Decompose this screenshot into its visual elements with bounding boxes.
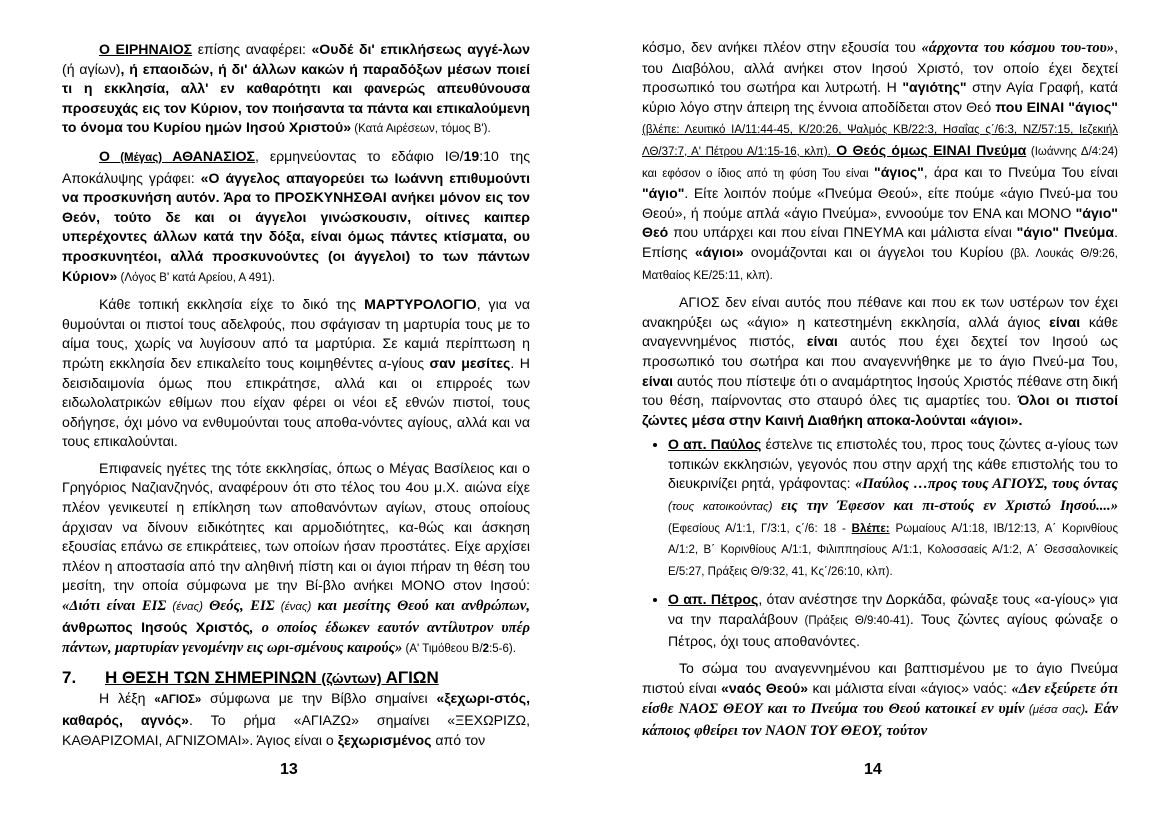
citation: (Πράξεις Θ/9:40-41) [797, 615, 910, 628]
apostles-list [642, 435, 1118, 651]
right-page [584, 0, 1169, 826]
paragraph-irenaeus: Ο ΕΙΡΗΝΑΙΟΣ επίσης αναφέρει: «Ουδέ δι' επικλήσεως αγγέ-λων (ή αγίων), ή επαοιδών, ή δι' άλλων κακών ή παραδόξων μέσων ποιεί τι η εκκλησία, αλλ' εν καθαρότητι και φανερώς απευθύνουσα προσευχάς εις τον Κύριον, τον ποιήσαντα τα πάντα και επικαλούμενη το όνομα του Κυρίου ημών Ιησού Χριστού» (Κατά Αιρέσεων, τόμος Β'). [62, 41, 531, 136]
page-number: 14 [864, 761, 882, 778]
author-name: Ο ΕΙΡΗΝΑΙΟΣ [99, 41, 193, 57]
paragraph-athanasius: Ο (Μέγας) ΑΘΑΝΑΣΙΟΣ, ερμηνεύοντας το εδάφιο ΙΘ/19:10 της Αποκάλυψης γράφει: «Ο άγγελος απαγορεύει τω Ιωάννη επιθυμούντι να προσκυνήση αυτόν. Άρα το ΠΡΟΣΚΥΝΗΣΘΑΙ ανήκει μόνον εις τον Θεόν, τούτο δε και οι άγγελοι γινώσκουσιν, οίτινες καιπερ υπερέχοντες άλλων κατά την δόξα, είναι όμως πάντες κτίσματα, ου προσκυνητέοι, αλλά προσκυνούντες (οι άγγελοι) το των πάντων Κύριον» (Λόγος Β' κατά Αρείου, Α 491). [62, 147, 530, 284]
citation: (βλέπε: Λευιτικό ΙΑ/11:44-45, Κ/20:26, Ψαλμός ΚΒ/22:3, Ησαΐας ς΄/6:3, ΝΖ/57:15, Ιεζεκιήλ ΛΘ/37:7, Α' Πέτρου Α/1:15-16, κλπ). [642, 124, 1118, 158]
citation: (Λόγος Β' κατά Αρείου, Α 491). [117, 271, 275, 284]
list-item-peter: • Ο απ. Πέτρος, όταν ανέστησε την Δορκάδα, φώναξε τους «α-γίους» για να την παραλάβουν (Πράξεις Θ/9:40-41). Τους ζώντες αγίους φώναξε ο Πέτρος, όχι τους αποθανόντες. [668, 590, 1118, 651]
paragraph-holiness: κόσμο, δεν ανήκει πλέον στην εξουσία του «άρχοντα του κόσμου του-του», του Διαβόλου, αλλά ανήκει στον Ιησού Χριστό, τον οποίο έχει δεχτεί προσωπικό του σωτήρα και λυτρωτή. Η "αγιότης" στην Αγία Γραφή, κατά κύριο λόγο στην άπειρη της έννοια αποδίδεται στον Θεό που ΕΙΝΑΙ "άγιος" (βλέπε: Λευιτικό ΙΑ/11:44-45, Κ/20:26, Ψαλμός ΚΒ/22:3, Ησαΐας ς΄/6:3, ΝΖ/57:15, Ιεζεκιήλ ΛΘ/37:7, Α' Πέτρου Α/1:15-16, κλπ). Ο Θεός όμως ΕΙΝΑΙ Πνεύμα (Ιωάννης Δ/4:24) και εφόσον ο ίδιος από τη φύση Του είναι "άγιος", άρα και το Πνεύμα Του είναι "άγιο". Είτε λοιπόν πούμε «Πνεύμα Θεού», είτε πούμε «άγιο Πνεύ-μα του Θεού», ή πούμε απλά «άγιο Πνεύμα», εννοούμε τον ΕΝΑ και ΜΟΝΟ "άγιο" Θεό που υπάρχει και που είναι ΠΝΕΥΜΑ και μάλιστα είναι "άγιο" Πνεύμα. Επίσης «άγιοι» ονομάζονται και οι άγγελοι του Κυρίου (βλ. Λουκάς Θ/9:26, Ματθαίος ΚΕ/25:11, κλπ). [642, 39, 1119, 282]
citation: (Κατά Αιρέσεων, τόμος Β'). [351, 123, 491, 136]
section-number: 7. [62, 667, 77, 687]
paragraph-leaders: Επιφανείς ηγέτες της τότε εκκλησίας, όπως ο Μέγας Βασίλειος και ο Γρηγόριος Ναζιανζηνός, αναφέρουν ότι στο τέλος του 4ου μ.Χ. αιώνα είχε πλέον γενικευτεί η επίκληση των αποθανόντων αγίων, στους οποίους άρχισαν να δίνουν ειδικότητες και αρμοδιότητες, κα-θώς και άσκηση εξουσίας επάνω σε επικράτειες, των οποίων ήσαν προστάτες. Είχε αρχίσει πλέον η αποστασία από την αληθινή πίστη και οι άγιοι πήραν τη θέση του μεσίτη, την οποία σύμφωνα με την Βί-βλο ανήκει ΜΟΝΟ στον Ιησού: «Διότι είναι ΕΙΣ (ένας) Θεός, ΕΙΣ (ένας) και μεσίτης Θεού και ανθρώπων, άνθρωπος Ιησούς Χριστός, ο οποίος έδωκεν εαυτόν αντίλυτρον υπέρ πάντων, μαρτυρίαν γενομένην εις ωρι-σμένους καιρούς» (Α' Τιμόθεου Β/2:5-6). [62, 459, 530, 657]
citation: (βλ. Λουκάς Θ/9:26, Ματθαίος ΚΕ/25:11, κλπ). [642, 247, 1118, 282]
right-page-text [642, 38, 1118, 742]
left-page-text [62, 40, 530, 750]
section-title: Η ΘΕΣΗ ΤΩΝ ΣΗΜΕΡΙΝΩΝ (ζώντων) ΑΓΙΩΝ [105, 667, 439, 687]
author-name: Ο (Μέγας) ΑΘΑΝΑΣΙΟΣ [99, 147, 256, 164]
quote: , ή επαοιδών, ή δι' άλλων κακών ή παραδόξων μέσων ποιεί τι η εκκλησία, αλλ' εν καθαρότητι και φανερώς απευθύνουσα προσευχάς εις τον Κύριον, τον ποιήσαντα τα πάντα και επικαλούμενη το όνομα του Κυρίου ημών Ιησού Χριστού» [62, 60, 530, 136]
left-page [0, 0, 584, 826]
paragraph-who-is-saint: ΑΓΙΟΣ δεν είναι αυτός που πέθανε και που εκ των υστέρων τον έχει ανακηρύξει ως «άγιο» η κατεστημένη εκκλησία, αλλά άγιος είναι κάθε αναγεννημένος πιστός, είναι αυτός που έχει δεχτεί τον Ιησού ως προσωπικό του σωτήρα και που αναγεννήθηκε με το άγιο Πνεύ-μα Του, είναι αυτός που πίστεψε ότι ο αναμάρτητος Ιησούς Χριστός πέθανε στη δική του θέση, παίρνοντας στο σταυρό όλες τις αμαρτίες του. Όλοι οι πιστοί ζώντες μέσα στην Καινή Διαθήκη αποκα-λούνται «άγιοι». [642, 294, 1118, 428]
paragraph-word-agios: Η λέξη «ΑΓΙΟΣ» σύμφωνα με την Βίβλο σημαίνει «ξεχωρι-στός, καθαρός, αγνός». Το ρήμα «ΑΓΙΑΖΩ» σημαίνει «ΞΕΧΩΡΙΖΩ, ΚΑΘΑΡΙΖΟΜΑΙ, ΑΓΝΙΖΟΜΑΙ». Άγιος είναι ο ξεχωρισμένος από τον [62, 690, 530, 748]
citation: (Α' Τιμόθεου Β/ [402, 643, 483, 656]
paragraph-martyrology: Κάθε τοπική εκκλησία είχε το δικό της ΜΑΡΤΥΡΟΛΟΓΙΟ, για να θυμούνται οι πιστοί τους αδελφούς, που σφάγισαν τη μαρτυρία τους με το αίμα τους, χωρίς να λυγίσουν από τα μαρτύρια. Σε καμιά περίπτωση η πρώτη εκκλησία δεν επικαλείτο τους κοιμηθέντες α-γίους σαν μεσίτες. Η δεισιδαιμονία όμως που επικράτησε, αλλά και οι επιρροές των ειδωλολατρικών εθίμων που είχαν φέρει οι νέοι εξ εθνών πιστοί, τους οδήγησε, όχι μόνο να ενθυμούνται τους αποθα-νόντες αγίους, αλλά και να τους επικαλούνται. [62, 296, 530, 450]
page-number: 13 [280, 761, 298, 778]
list-item-paul: • Ο απ. Παύλος έστελνε τις επιστολές του, προς τους ζώντες α-γίους των τοπικών εκκλησιών, γεγονός που στην αρχή της κάθε επιστολής του το διευκρινίζει ρητά, γράφοντας: «Παύλος …προς τους ΑΓΙΟΥΣ, τους όντας (τους κατοικούντας) εις την Έφεσον και πι-στούς εν Χριστώ Ιησού....» (Εφεσίους Α/1:1, Γ/3:1, ς΄/6: 18 - Βλέπε: Ρωμαίους Α/1:18, ΙΒ/12:13, Α΄ Κορινθίους Α/1:2, Β΄ Κορινθίους Α/1:1, Φιλιππησίους Α/1:1, Κολοσσαείς Α/1:2, Α΄ Θεσσαλονικείς Ε/5:27, Πράξεις Θ/9:32, 41, Κς΄/26:10, κλπ). [668, 435, 1118, 582]
citation: (Εφεσίους Α/1:1, Γ/3:1, ς΄/6: 18 - [668, 522, 852, 535]
quote: «Ουδέ δι' επικλήσεως αγγέ-λων [311, 41, 531, 57]
quote: «Ο άγγελος απαγορεύει τω Ιωάννη επιθυμούντι να προσκυνήση αυτόν. Άρα το ΠΡΟΣΚΥΝΗΣΘΑΙ ανήκει μόνον εις τον Θεόν, τούτο δε και οι άγγελοι γινώσκουσιν, οίτινες καιπερ υπερέχοντες άλλων κατά την δόξα, είναι όμως πάντες κτίσματα, ου προσκυνητέοι, αλλά προσκυνούντες (οι άγγελοι) το των πάντων Κύριον» [62, 169, 530, 284]
paragraph-temple: Το σώμα του αναγεννημένου και βαπτισμένου με το άγιο Πνεύμα πιστού είναι «ναός Θεού» και μάλιστα είναι «άγιος» ναός: «Δεν εξεύρετε ότι είσθε ΝΑΟΣ ΘΕΟΥ και το Πνεύμα του Θεού κατοικεί εν υμίν (μέσα σας). Εάν κάποιος φθείρει τον ΝΑΟΝ ΤΟΥ ΘΕΟΥ, τούτον [642, 660, 1118, 739]
section-heading [62, 668, 530, 689]
